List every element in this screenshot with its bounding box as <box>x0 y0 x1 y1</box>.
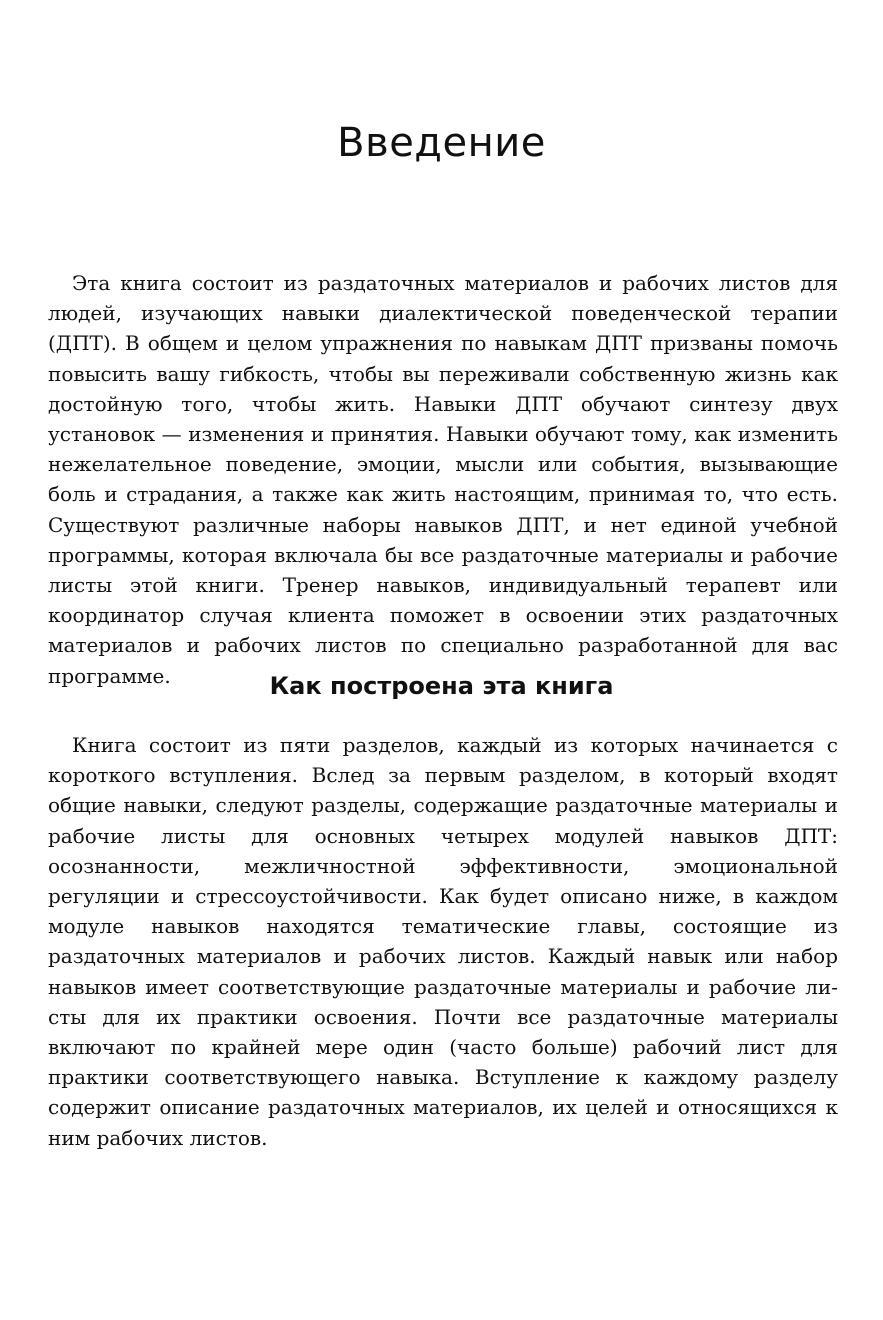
section-heading: Как построена эта книга <box>269 672 614 700</box>
intro-paragraph: Эта книга состоит из раздаточных материалов и рабочих листов для людей, изучающих навыки диалектической поведенческой терапии (ДПТ). В общем и целом упражнения по навыкам ДПТ призваны помочь повысить вашу гибкость, чтобы вы переживали собственную жизнь как достойную того, чтобы жить. Навыки ДПТ обучают синтезу двух установок — изменения и принятия. Навыки обучают тому, как изменить нежелательное поведение, эмоции, мысли или события, вызывающие боль и страдания, а также как жить настоящим, принимая то, что есть. Существуют различные наборы навыков ДПТ, и нет единой учебной программы, которая включала бы все раздаточные материалы и рабочие листы этой книги. Тренер навыков, индивидуальный терапевт или координатор случая клиента поможет в освоении этих раздаточных материалов и рабочих листов по специально разработанной для вас программе. <box>48 271 838 688</box>
structure-paragraph: Книга состоит из пяти разделов, каждый из которых начинается с короткого вступления. Вслед за первым разделом, в который входят общие навыки, следуют разделы, содержащие раздаточные материалы и рабочие листы для основных четырех модулей навыков ДПТ: осознанности, межличностной эффективности, эмоциональной регуляции и стрессоустойчивости. Как будет описано ниже, в каждом модуле навыков находятся тематические главы, состоящие из раздаточных материалов и рабочих листов. Каждый навык или набор навыков имеет соответствующие раздаточные материалы и рабочие листы для их практики освоения. Почти все раздаточные материалы включают по крайней мере один (часто больше) рабочий лист для практики соответствующего навыка. Вступление к каждому разделу содержит описание раздаточных материалов, их целей и относящихся к ним рабочих листов. <box>48 733 838 1150</box>
page-title: Введение <box>337 120 546 166</box>
